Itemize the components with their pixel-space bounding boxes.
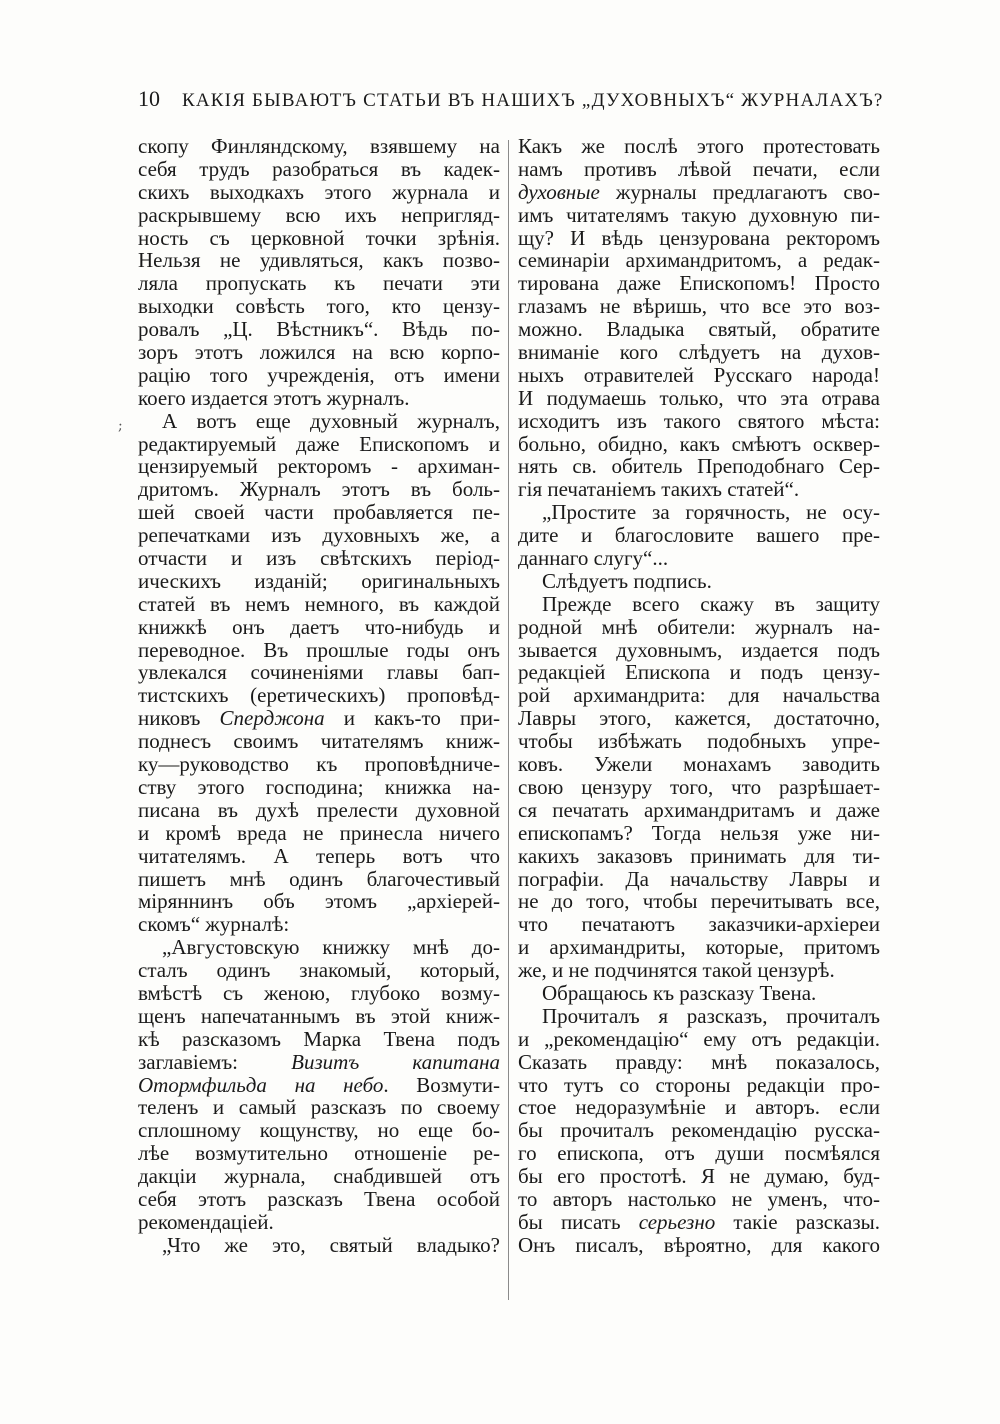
text-line: не до того, чтобы перечитывать все, [518, 889, 880, 914]
text-line: заглавіемъ: Визитъ капитана [138, 1049, 500, 1074]
text-line: коего издается этотъ журналъ. [138, 385, 410, 410]
text-line: Лавры этого, кажется, достаточно, [518, 706, 880, 731]
text-line: Обращаюсь къ разсказу Твена. [542, 980, 817, 1005]
text-line: сплошному кощунству, но еще бо- [138, 1118, 500, 1143]
text-line: ность съ церковной точки зрѣнія. [138, 225, 500, 250]
text-line: глазамъ не вѣришь, что все это воз- [518, 294, 880, 319]
text-line: зывается духовнымъ, издается подъ [518, 637, 880, 662]
text-line: вниманіе кого слѣдуетъ на духов- [518, 340, 880, 365]
text-line: никовъ Сперджона и какъ-то при- [138, 706, 500, 731]
text-line: какихъ заказовъ принимать для ти- [518, 843, 880, 868]
text-line: тистскихъ (еретическихъ) проповѣд- [138, 683, 500, 708]
text-line: ковъ. Ужели монахамъ заводить [518, 752, 880, 777]
text-line: репечатками изъ духовныхъ же, а [138, 523, 500, 548]
text-line: скопу Финляндскому, взявшему на [138, 134, 500, 158]
text-line: родной мнѣ обители: журналъ на- [518, 614, 880, 639]
text-line: семинаріи архимандритомъ, а редак- [518, 248, 880, 273]
text-line: А вотъ еще духовный журналъ, [162, 408, 500, 433]
text-line: стое недоразумѣніе и авторъ. если [518, 1095, 880, 1120]
text-line: нять св. обитель Преподобнаго Сер- [518, 454, 880, 479]
text-line: читателямъ. А теперь вотъ что [138, 843, 500, 868]
text-line: ровалъ „Ц. Вѣстникъ“. Вѣдь по- [138, 317, 500, 342]
text-line: выходки совѣсть того, кто цензу- [138, 294, 500, 319]
text-line: редакціей Епископа и подъ цензу- [518, 660, 880, 685]
column-divider [508, 140, 509, 1300]
text-line: и „рекомендацію“ ему отъ редакціи. [518, 1026, 880, 1051]
text-line: что тутъ со стороны редакціи про- [518, 1072, 880, 1097]
text-line: дритомъ. Журналъ этотъ въ боль- [138, 477, 500, 502]
text-line: щенъ напечатаннымъ въ этой книж- [138, 1003, 500, 1028]
text-line: цензируемый ректоромъ - архиман- [138, 454, 500, 479]
left-column [138, 135, 500, 1257]
running-head [138, 86, 884, 112]
text-line: рой архимандрита: для начальства [518, 683, 880, 708]
text-line: „Что же это, святый владыко? [162, 1232, 500, 1257]
text-line: редактируемый даже Епископомъ и [138, 431, 500, 456]
text-line: вмѣстѣ съ женою, глубоко возму- [138, 980, 500, 1005]
text-line: рацію того учрежденія, отъ имени [138, 362, 500, 387]
text-line: щу? И вѣдь цензурована ректоромъ [518, 225, 880, 250]
text-line: пографіи. Да начальству Лавры и [518, 866, 880, 891]
text-line: Слѣдуетъ подпись. [542, 568, 712, 593]
text-line: себя этотъ разсказъ Твена особой [138, 1186, 500, 1211]
text-line: лѣе возмутительно отношеніе ре- [138, 1141, 500, 1166]
text-line: скихъ выходкахъ этого журнала и [138, 179, 500, 204]
text-line: скомъ“ журналѣ: [138, 912, 290, 937]
text-line: го епископа, отъ души посмѣялся [518, 1141, 880, 1166]
text-line: епископамъ? Тогда нельзя уже ни- [518, 820, 880, 845]
text-line: Отормфильда на небо. Возмути- [138, 1072, 500, 1097]
text-line: шей своей части пробавляется пе- [138, 500, 500, 525]
running-title: КАКІЯ БЫВАЮТЪ СТАТЬИ ВЪ НАШИХЪ „ДУХОВНЫХЪ“ ЖУРНАЛАХЪ? [182, 90, 884, 111]
text-line: ся печатать архимандритамъ и даже [518, 797, 880, 822]
text-line: ическихъ изданій; оригинальныхъ [138, 568, 500, 593]
text-line: пишетъ мнѣ одинъ благочестивый [138, 866, 500, 891]
text-line: „Августовскую книжку мнѣ до- [162, 935, 500, 960]
text-line: можно. Владыка святый, обратите [518, 317, 880, 342]
text-line: отчасти и изъ свѣтскихъ період- [138, 546, 500, 571]
text-line: намъ противъ лѣвой печати, если [518, 156, 880, 181]
text-line: гія печатаніемъ такихъ статей“. [518, 477, 800, 502]
text-line: что печатаютъ заказчики-архіереи [518, 912, 880, 937]
text-line: увлекался сочиненіями главы бап- [138, 660, 500, 685]
text-line: духовные журналы предлагаютъ сво- [518, 179, 880, 204]
text-line: ку—руководство къ проповѣдниче- [138, 752, 500, 777]
text-line: больно, обидно, какъ смѣютъ осквер- [518, 431, 880, 456]
text-line: то авторъ настолько не уменъ, что- [518, 1186, 880, 1211]
text-line: переводное. Въ прошлые годы онъ [138, 637, 500, 662]
text-line: Онъ писалъ, вѣроятно, для какого [518, 1232, 880, 1257]
text-line: Какъ же послѣ этого протестовать [518, 134, 880, 158]
text-line: и архимандриты, которые, притомъ [518, 935, 880, 960]
text-line: міряннинъ объ этомъ „архіерей- [138, 889, 500, 914]
text-line: дакціи журнала, снабдившей отъ [138, 1164, 500, 1189]
text-line: кѣ разсказомъ Марка Твена подъ [138, 1026, 500, 1051]
margin-mark: ; [118, 418, 123, 434]
text-line: писана въ духѣ прелести духовной [138, 797, 500, 822]
text-line: ныхъ отравителей Русскаго народа! [518, 362, 880, 387]
right-column [518, 135, 880, 1257]
text-line: статей въ немъ немного, въ каждой [138, 591, 500, 616]
text-line: себя трудъ разобраться въ кадек- [138, 156, 500, 181]
text-line: ству этого господина; книжка на- [138, 774, 500, 799]
text-line: сталъ одинъ знакомый, который, [138, 958, 500, 983]
text-line: теленъ и самый разсказъ по своему [138, 1095, 500, 1120]
text-line: бы писать серьезно такіе разсказы. [518, 1209, 880, 1234]
text-line: ляла пропускать къ печати эти [138, 271, 500, 296]
text-line: имъ читателямъ такую духовную пи- [518, 202, 880, 227]
text-line: и кромѣ вреда не принесла ничего [138, 820, 500, 845]
text-line: исходитъ изъ такого святого мѣста: [518, 408, 880, 433]
text-line: Прочиталъ я разсказъ, прочиталъ [542, 1003, 880, 1028]
text-line: же, и не подчинятся такой цензурѣ. [518, 958, 835, 983]
text-line: И подумаешь только, что эта отрава [518, 385, 880, 410]
text-line: „Простите за горячность, не осу- [542, 500, 880, 525]
page-number: 10 [138, 86, 160, 111]
text-line: свою цензуру того, что разрѣшает- [518, 774, 880, 799]
text-line: тирована даже Епископомъ! Просто [518, 271, 880, 296]
text-line: Прежде всего скажу въ защиту [542, 591, 880, 616]
text-line: книжкѣ онъ даетъ что-нибудь и [138, 614, 500, 639]
text-line: поднесъ своимъ читателямъ книж- [138, 729, 500, 754]
text-line: бы его простотѣ. Я не думаю, буд- [518, 1164, 880, 1189]
text-line: раскрывшему всю ихъ непригляд- [138, 202, 500, 227]
text-line: дите и благословите вашего пре- [518, 523, 880, 548]
text-line: зоръ этотъ ложился на всю корпо- [138, 340, 500, 365]
text-line: даннаго слугу“... [518, 546, 669, 571]
text-line: Сказать правду: мнѣ показалось, [518, 1049, 880, 1074]
text-line: чтобы избѣжать подобныхъ упре- [518, 729, 880, 754]
text-line: Нельзя не удивляться, какъ позво- [138, 248, 500, 273]
text-line: бы прочиталъ рекомендацію русска- [518, 1118, 880, 1143]
text-line: рекомендацiей. [138, 1209, 274, 1234]
